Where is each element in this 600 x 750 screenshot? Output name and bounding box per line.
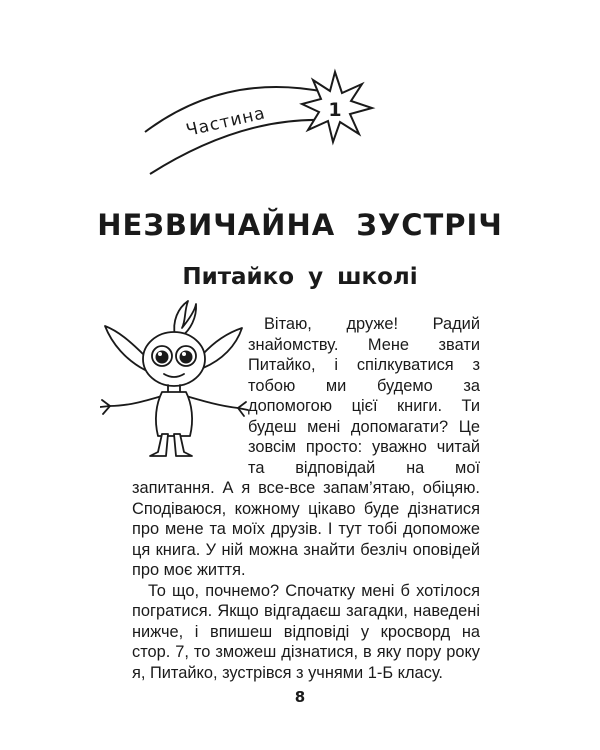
chapter-title: НЕЗВИЧАЙНА ЗУСТРІЧ [97,208,503,242]
chapter-banner [130,62,380,177]
page-number: 8 [294,688,306,706]
section-title: Питайко у школі [182,264,418,290]
paragraph: То що, почнемо? Спочатку мені б хотілося погратися. Якщо відгадаєш загадки, наведені нижче, і впишеш відповіді у кросворд на стор. 7, то зможеш дізнатися, в яку пору року я, Питайко, зустрівся з учнями 1-Б класу. [132,581,480,682]
chapter-number: 1 [328,99,342,121]
chapter-word: Частина [184,103,268,141]
paragraph: Вітаю, друже! Радий знайомству. Мене звати Питайко, і спілкуватися з тобою ми будемо за допомогою цієї книги. Ти будеш мені допомагати? Це зовсім просто: уважно читай та відповідай на мої запитання. А я все-все запам’ятаю, обіцяю. Сподіваюся, кожному цікаво буде дізнатися про мене та моїх друзів. І тут тобі допоможе ця книга. У ній можна знайти безліч оповідей про моє життя. [132,315,480,579]
left-hand [100,400,110,414]
body-text [132,314,480,683]
